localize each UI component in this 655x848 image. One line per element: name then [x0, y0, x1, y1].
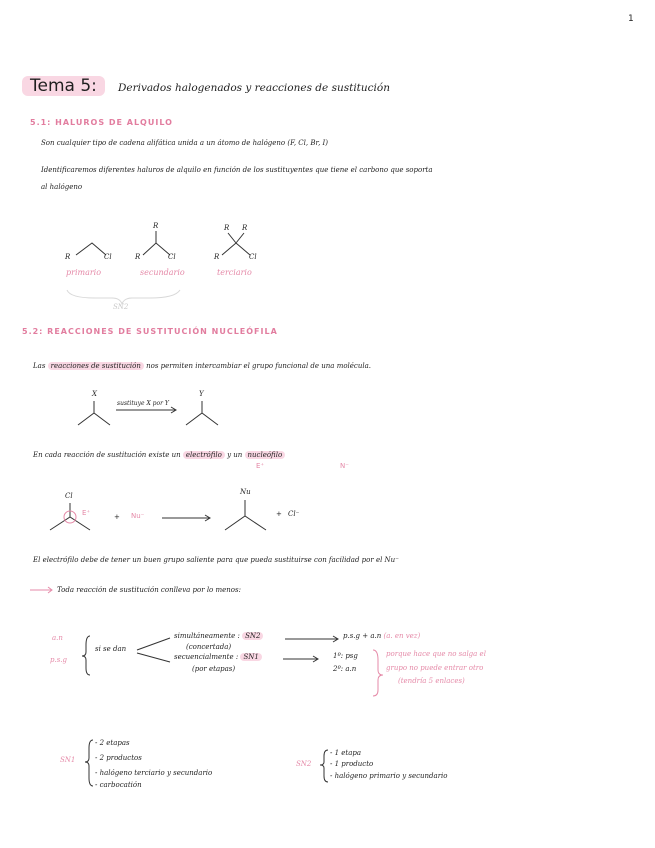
plus-sign: + [276, 510, 282, 518]
highlight-sn2: SN2 [242, 632, 263, 640]
label-psg: p.s.g [50, 656, 68, 664]
label-secundario: secundario [140, 268, 185, 277]
text-fragment: (a. en vez) [383, 632, 421, 640]
label-r: R [135, 253, 141, 261]
label-r: R [153, 222, 159, 230]
list-item: - 2 etapas [95, 739, 130, 747]
paragraph-text [33, 362, 371, 370]
label-simultaneamente [174, 632, 263, 640]
text-fragment: p.s.g + a.n [343, 632, 382, 640]
product-nu-chain [225, 500, 266, 530]
title-text: Derivados halogenados y reacciones de sustitución [117, 82, 390, 94]
plus-sign: + [114, 513, 120, 521]
text-fragment: secuencialmente : [174, 653, 239, 661]
arrow-label: sustituye X por Y [117, 400, 169, 407]
note-line: porque hace que no salga el [386, 650, 486, 658]
label-cl: Cl [104, 253, 112, 261]
label-terciario: terciario [217, 268, 252, 277]
primary-chain [76, 243, 106, 255]
list-item: - 1 etapa [330, 749, 362, 757]
label-cl: Cl [249, 253, 257, 261]
note-line: grupo no puede entrar otro [386, 664, 484, 672]
list-item: - 2 productos [95, 754, 142, 762]
label-an: a.n [52, 634, 63, 642]
label-e: E⁺ [82, 509, 91, 517]
note-line: (tendría 5 enlaces) [398, 677, 465, 685]
result-2: 1º: psg [333, 652, 358, 660]
list-item: - halógeno terciario y secundario [95, 769, 213, 777]
label-r: R [224, 224, 230, 232]
label-secuencialmente [174, 653, 262, 661]
pink-brace [373, 650, 383, 696]
section-heading-1: 5.1: HALUROS DE ALQUILO [30, 118, 173, 127]
brace-left [82, 636, 90, 675]
section-heading-2: 5.2: REACCIONES DE SUSTITUCIÓN NUCLEÓFILA [22, 327, 278, 336]
label-y: Y [199, 390, 204, 398]
highlight-electrofilo: electrófilo [183, 451, 225, 459]
list-item: - carbocatión [95, 781, 142, 789]
label-r: R [242, 224, 248, 232]
label-sn2-list: SN2 [296, 760, 312, 768]
paragraph-text: Identificaremos diferentes haluros de alquilo en función de los sustituyentes que tiene el carbono que soporta [41, 166, 433, 174]
label-cl: Cl [65, 492, 73, 500]
paragraph-text: al halógeno [41, 183, 83, 191]
text-fragment: y un [227, 451, 243, 459]
label-etapas: (por etapas) [192, 665, 236, 673]
product-y [186, 401, 218, 425]
tertiary-chain [222, 233, 250, 255]
text-fragment: nos permiten intercambiar el grupo funcional de una molécula. [146, 362, 371, 370]
paragraph-text: El electrófilo debe de tener un buen grupo saliente para que pueda sustituirse con facilidad por el Nu⁻ [33, 556, 399, 564]
sn1-brace [85, 740, 93, 786]
title-tema: Tema 5: [22, 76, 105, 96]
list-item: - 1 producto [330, 760, 374, 768]
text-fragment: Las [33, 362, 46, 370]
sn2-brace [67, 290, 180, 304]
label-nu-product: Nu [240, 488, 251, 496]
paragraph-text [33, 451, 285, 459]
secondary-chain [143, 231, 170, 255]
sn2-brace-right [320, 750, 328, 782]
label-r: R [214, 253, 220, 261]
label-primario: primario [66, 268, 102, 277]
label-concertada: (concertada) [186, 643, 232, 651]
label-cl: Cl [168, 253, 176, 261]
highlight-nucleofilo: nucleófilo [245, 451, 286, 459]
highlight-sn1: SN1 [240, 653, 261, 661]
highlight-sustitucion: reacciones de sustitución [48, 362, 144, 370]
text-fragment: simultáneamente : [174, 632, 240, 640]
label-x: X [92, 390, 97, 398]
label-si-se-dan: si se dan [95, 645, 127, 653]
label-cl-minus: Cl⁻ [288, 510, 300, 518]
label-sn2: SN2 [113, 303, 129, 311]
label-e-plus: E⁺ [256, 462, 265, 470]
text-fragment: En cada reacción de sustitución existe un [33, 451, 181, 459]
substrate-x [78, 401, 110, 425]
result-1 [343, 632, 420, 640]
definition-text: Son cualquier tipo de cadena alifática unida a un átomo de halógeno (F, Cl, Br, I) [41, 139, 329, 147]
label-n-minus: N⁻ [340, 462, 349, 470]
page-number: 1 [628, 14, 634, 24]
list-item: - halógeno primario y secundario [330, 772, 448, 780]
label-r: R [65, 253, 71, 261]
result-3: 2º: a.n [333, 665, 357, 673]
label-sn1: SN1 [60, 756, 76, 764]
branch-lines [137, 638, 170, 662]
paragraph-text: Toda reacción de sustitución conlleva por lo menos: [57, 586, 241, 594]
label-nu: Nu⁻ [131, 512, 145, 520]
